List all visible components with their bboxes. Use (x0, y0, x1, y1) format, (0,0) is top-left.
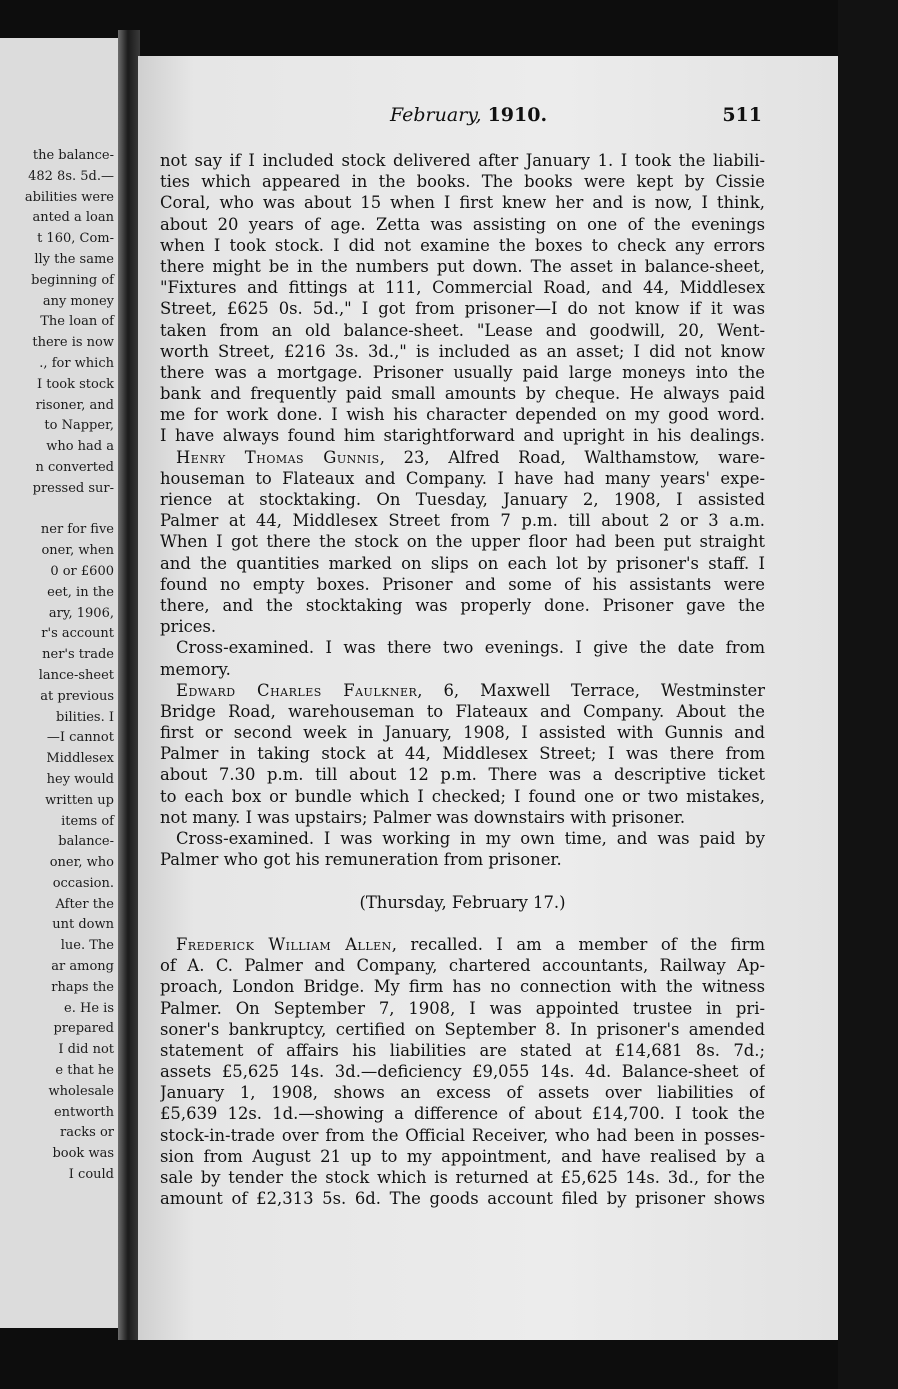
previous-page-line: at previous (40, 688, 114, 704)
text-line: there was a mortgage. Prisoner usually paid large moneys into the (160, 362, 765, 382)
previous-page-line: the balance- (32, 148, 114, 163)
previous-page-line: wholesale (48, 1083, 114, 1099)
previous-page-line (2, 500, 114, 521)
previous-page-line: occasion. (52, 875, 114, 891)
previous-page-line: to Napper, (44, 418, 114, 434)
text-line: Palmer at 44, Middlesex Street from 7 p.m. till about 2 or 3 a.m. (160, 511, 765, 531)
running-header (390, 104, 762, 130)
text-line: assets £5,625 14s. 3d.—deficiency £9,055 14s. 4d. Balance-sheet of (160, 1062, 765, 1082)
previous-page-line: book was (52, 1146, 114, 1162)
previous-page-line: lance-sheet (38, 667, 114, 683)
previous-page-line: there is now (32, 335, 114, 351)
previous-page-line: oner, who (49, 855, 114, 871)
previous-page-line: The loan of (40, 314, 114, 330)
previous-page-line: ary, 1906, (48, 605, 114, 621)
text-line: about 20 years of age. Zetta was assisting on one of the evenings (160, 214, 765, 234)
paragraph-faulkner-testimony (160, 701, 765, 828)
previous-page-line: written up (45, 792, 114, 808)
previous-page-line: r's account (41, 626, 114, 642)
previous-page-line: lue. The (60, 938, 114, 954)
book-gutter (118, 30, 140, 1340)
text-line: Palmer. On September 7, 1908, I was appointed trustee in pri- (160, 998, 765, 1018)
text-line: stock-in-trade over from the Official Receiver, who had been in posses- (160, 1125, 765, 1145)
text-line: first or second week in January, 1908, I assisted with Gunnis and (160, 723, 765, 743)
previous-page-line: I took stock (36, 376, 114, 392)
previous-page-line: beginning of (31, 272, 114, 288)
page-number: 511 (722, 104, 762, 126)
text-line: sale by tender the stock which is returned at £5,625 14s. 3d., for the (160, 1168, 765, 1187)
gunnis-intro-line: Henry Thomas Gunnis, 23, Alfred Road, Walthamstow, ware- (176, 447, 765, 467)
running-title-year: 1910. (487, 104, 548, 126)
previous-page-line: bilities. I (56, 709, 114, 725)
running-title: February, 1910. (390, 104, 548, 126)
text-line: me for work done. I wish his character depended on my good word. (160, 405, 765, 425)
previous-page-line: items of (61, 813, 114, 829)
text-line: and the quantities marked on slips on each lot by prisoner's staff. I (160, 553, 765, 573)
text-line: bank and frequently paid small amounts by cheque. He always paid (160, 384, 765, 404)
text-line: I have always found him starightforward and upright in his dealings. (160, 426, 765, 446)
previous-page-line: e. He is (64, 1000, 114, 1016)
previous-page-line: racks or (60, 1125, 114, 1141)
paragraph-gunnis-cross (160, 637, 765, 679)
background-edge (838, 0, 898, 1389)
text-line: not many. I was upstairs; Palmer was downstairs with prisoner. (160, 807, 686, 827)
text-line: memory. (160, 659, 231, 679)
previous-page-line: n converted (35, 459, 114, 475)
previous-page-line: eet, in the (47, 584, 114, 600)
previous-page-line: 482 8s. 5d.— (28, 168, 114, 184)
text-line: rience at stocktaking. On Tuesday, January 2, 1908, I assisted (160, 490, 765, 509)
text-line: Palmer who got his remuneration from prisoner. (160, 850, 562, 870)
text-line: taken from an old balance-sheet. "Lease and goodwill, 20, Went- (160, 320, 765, 340)
previous-page-line: balance- (58, 834, 114, 850)
previous-page-line: hey would (46, 771, 114, 787)
previous-page-line: After the (55, 896, 114, 912)
previous-page-line: ar among (51, 959, 114, 975)
text-line: to each box or bundle which I checked; I found one or two mistakes, (160, 786, 765, 806)
text-line: proach, London Bridge. My firm has no connection with the witness (160, 977, 765, 997)
text-line: soner's bankruptcy, certified on September 8. In prisoner's amended (160, 1019, 765, 1039)
text-line: of A. C. Palmer and Company, chartered accountants, Railway Ap- (160, 956, 765, 976)
page-body (160, 150, 765, 1209)
text-line: Street, £625 0s. 5d.," I got from prisoner—I do not know if it was (160, 299, 765, 319)
text-line: Cross-examined. I was there two evenings. I give the date from (176, 638, 765, 658)
previous-page-line: entworth (53, 1104, 114, 1120)
previous-page-line: t 160, Com- (37, 231, 114, 247)
previous-page-line: any money (42, 293, 114, 309)
text-line: Palmer in taking stock at 44, Middlesex Street; I was there from (160, 744, 765, 764)
previous-page-line: risoner, and (35, 397, 114, 413)
paragraph-gunnis-testimony (160, 468, 765, 638)
text-line: when I took stock. I did not examine the boxes to check any errors (160, 235, 765, 255)
paragraph-allen-testimony (160, 955, 765, 1209)
text-line: houseman to Flateaux and Company. I have had many years' expe- (160, 468, 765, 488)
previous-page-line: 0 or £600 (50, 563, 114, 579)
text-line: not say if I included stock delivered after January 1. I took the liabili- (160, 151, 765, 170)
witness-name-gunnis: Henry Thomas Gunnis (176, 447, 380, 467)
text-line: When I got there the stock on the upper floor had been put straight (160, 532, 765, 552)
faulkner-intro-line: Edward Charles Faulkner, 6, Maxwell Terrace, Westminster (176, 680, 765, 700)
previous-page-line: Middlesex (46, 751, 114, 767)
paragraph-faulkner-cross (160, 828, 765, 870)
previous-page-line: lly the same (34, 251, 114, 267)
date-heading: (Thursday, February 17.) (359, 892, 566, 912)
previous-page-line: unt down (52, 917, 114, 933)
previous-page-line: abilities were (24, 189, 114, 205)
previous-page-line: ., for which (39, 355, 114, 371)
previous-page-line: ner's trade (42, 647, 114, 663)
text-line: Coral, who was about 15 when I first knew her and is now, I think, (160, 193, 765, 213)
previous-page-line: ner for five (40, 522, 114, 538)
witness-name-allen: Frederick William Allen (176, 934, 392, 954)
previous-page-line: pressed sur- (32, 480, 114, 496)
text-line: "Fixtures and fittings at 111, Commercial Road, and 44, Middlesex (160, 278, 765, 298)
text-line: Bridge Road, warehouseman to Flateaux and Company. About the (160, 701, 765, 721)
text-line: found no empty boxes. Prisoner and some of his assistants were (160, 574, 765, 594)
text-line: amount of £2,313 5s. 6d. The goods account filed by prisoner shows (160, 1189, 765, 1209)
previous-page-line: I could (68, 1167, 114, 1183)
previous-page-fragment (0, 38, 118, 1328)
previous-page-line: prepared (53, 1021, 114, 1037)
previous-page-line: e that he (55, 1063, 114, 1079)
previous-page-line: anted a loan (32, 210, 114, 226)
text-line: Cross-examined. I was working in my own time, and was paid by (176, 829, 765, 848)
previous-page-line: —I cannot (46, 730, 114, 746)
previous-page-line: rhaps the (51, 979, 114, 995)
text-line: about 7.30 p.m. till about 12 p.m. There was a descriptive ticket (160, 765, 765, 785)
text-line: sion from August 21 up to my appointment, and have realised by a (160, 1146, 765, 1166)
allen-intro-line: Frederick William Allen, recalled. I am a member of the firm (176, 934, 765, 954)
text-line: worth Street, £216 3s. 3d.," is included as an asset; I did not know (160, 341, 765, 361)
text-line: statement of affairs his liabilities are stated at £14,681 8s. 7d.; (160, 1040, 765, 1060)
witness-name-faulkner: Edward Charles Faulkner (176, 680, 418, 700)
text-line: January 1, 1908, shows an excess of assets over liabilities of (160, 1083, 765, 1103)
previous-page-text (2, 146, 114, 1186)
text-line: there might be in the numbers put down. The asset in balance-sheet, (160, 256, 765, 276)
text-line: there, and the stocktaking was properly done. Prisoner gave the (160, 595, 765, 615)
previous-page-line: oner, when (41, 543, 114, 559)
previous-page-line: I did not (58, 1042, 114, 1058)
text-line: £5,639 12s. 1d.—showing a difference of about £14,700. I took the (160, 1104, 765, 1124)
previous-page-line: who had a (46, 439, 114, 455)
text-line: prices. (160, 617, 217, 637)
paragraph-stocktaker-testimony (160, 150, 765, 447)
text-line: ties which appeared in the books. The books were kept by Cissie (160, 172, 765, 192)
